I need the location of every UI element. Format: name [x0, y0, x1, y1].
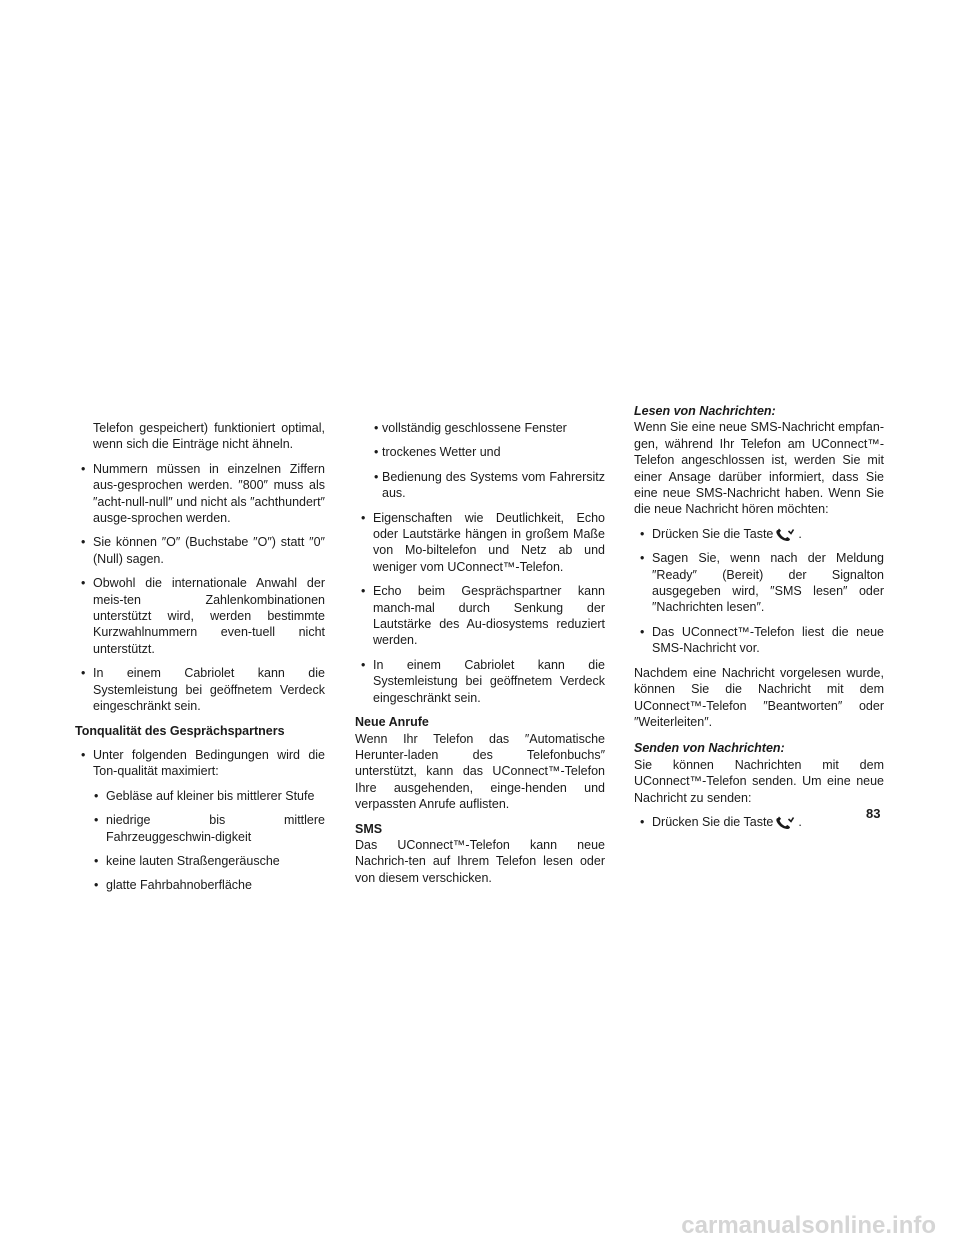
new-calls-text: Wenn Ihr Telefon das ″Automatische Herunter-laden des Telefonbuchs″ unterstützt, kann das UConnect™-Telefon Ihre ausgehenden, einge-henden und verpassten Anrufe auflisten.: [355, 731, 605, 812]
after-reading-text: Nachdem eine Nachricht vorgelesen wurde, können Sie die Nachricht mit dem UConnect™-Telefon ″Beantworten″ oder ″Weiterleiten″.: [634, 665, 884, 729]
bullet-letter-o: • Sie können ″O″ (Buchstabe ″O″) statt ″0″ (Null) sagen.: [75, 534, 325, 567]
column-middle: [355, 420, 605, 894]
bullet-cabriolet: • In einem Cabriolet kann die Systemleistung bei geöffnetem Verdeck eingeschränkt sein.: [355, 657, 605, 706]
phone-icon: [775, 816, 795, 830]
bullet-clarity: • Eigenschaften wie Deutlichkeit, Echo oder Lautstärke hängen in großem Maße von Mo-biltelefon und Netz ab und weniger vom UConnect™-Telefon.: [355, 510, 605, 576]
section-heading-sms: SMS: [355, 821, 383, 836]
sub-bullet-driver-seat: • Bedienung des Systems vom Fahrersitz aus.: [355, 469, 605, 502]
press-button-send-text: Drücken Sie die Taste: [652, 814, 774, 829]
press-button-end: .: [798, 526, 802, 541]
read-messages-text: Wenn Sie eine neue SMS-Nachricht empfan-gen, während Ihr Telefon am UConnect™-Telefon angeschlossen ist, werden Sie mit einer Ansage darüber informiert, dass Sie eine neue SMS-Nachricht haben. Wenn Sie die neue Nachricht hören möchten:: [634, 420, 884, 517]
intro-continuation: Telefon gespeichert) funktioniert optimal, wenn sich die Einträge nicht ähneln.: [93, 421, 325, 452]
sub-bullet-windows: • vollständig geschlossene Fenster: [355, 420, 605, 436]
section-heading-send-messages: Senden von Nachrichten:: [634, 741, 785, 756]
column-right: [634, 403, 884, 838]
sms-text: Das UConnect™-Telefon kann neue Nachrich-ten auf Ihrem Telefon lesen oder von diesem verschicken.: [355, 837, 605, 885]
bullet-say-read-sms: • Sagen Sie, wenn nach der Meldung ″Ready″ (Bereit) der Signalton ausgegeben wird, ″SMS lesen″ oder ″Nachrichten lesen″.: [634, 550, 884, 616]
bullet-digits: • Nummern müssen in einzelnen Ziffern aus-gesprochen werden. ″800″ muss als ″acht-null-null″ und nicht als ″achthundert″ ausge-sprochen werden.: [75, 461, 325, 527]
watermark: carmanualsonline.info: [681, 1212, 936, 1239]
bullet-press-button: [634, 526, 884, 542]
sub-bullet-road-noise: • keine lauten Straßengeräusche: [75, 853, 325, 869]
column-left: [75, 420, 325, 902]
bullet-echo: • Echo beim Gesprächspartner kann manch-mal durch Senkung der Lautstärke des Au-diosystems reduziert werden.: [355, 583, 605, 649]
bullet-reads-sms: • Das UConnect™-Telefon liest die neue SMS-Nachricht vor.: [634, 624, 884, 657]
sub-bullet-weather: • trockenes Wetter und: [355, 444, 605, 460]
section-heading-new-calls: Neue Anrufe: [355, 715, 429, 730]
sub-bullet-fan: • Gebläse auf kleiner bis mittlerer Stufe: [75, 788, 325, 804]
bullet-cabriolet: • In einem Cabriolet kann die Systemleistung bei geöffnetem Verdeck eingeschränkt sein.: [75, 665, 325, 714]
press-button-text: Drücken Sie die Taste: [652, 526, 774, 541]
sub-bullet-speed: • niedrige bis mittlere Fahrzeuggeschwin-digkeit: [75, 812, 325, 845]
page-number: 83: [866, 806, 881, 821]
section-heading-read-messages: Lesen von Nachrichten:: [634, 404, 776, 418]
bullet-international: • Obwohl die internationale Anwahl der meis-ten Zahlenkombinationen unterstützt wird, werden bestimmte Kurzwahlnummern even-tuell nicht unterstützt.: [75, 575, 325, 657]
phone-icon: [775, 528, 795, 542]
bullet-press-button-send: [634, 814, 884, 830]
section-heading-sound-quality: Tonqualität des Gesprächspartners: [75, 723, 285, 738]
press-button-send-end: .: [798, 814, 802, 829]
sub-bullet-road-surface: • glatte Fahrbahnoberfläche: [75, 877, 325, 893]
send-messages-text: Sie können Nachrichten mit dem UConnect™-Telefon senden. Um eine neue Nachricht zu senden:: [634, 757, 884, 805]
bullet-conditions: • Unter folgenden Bedingungen wird die Ton-qualität maximiert:: [75, 747, 325, 780]
